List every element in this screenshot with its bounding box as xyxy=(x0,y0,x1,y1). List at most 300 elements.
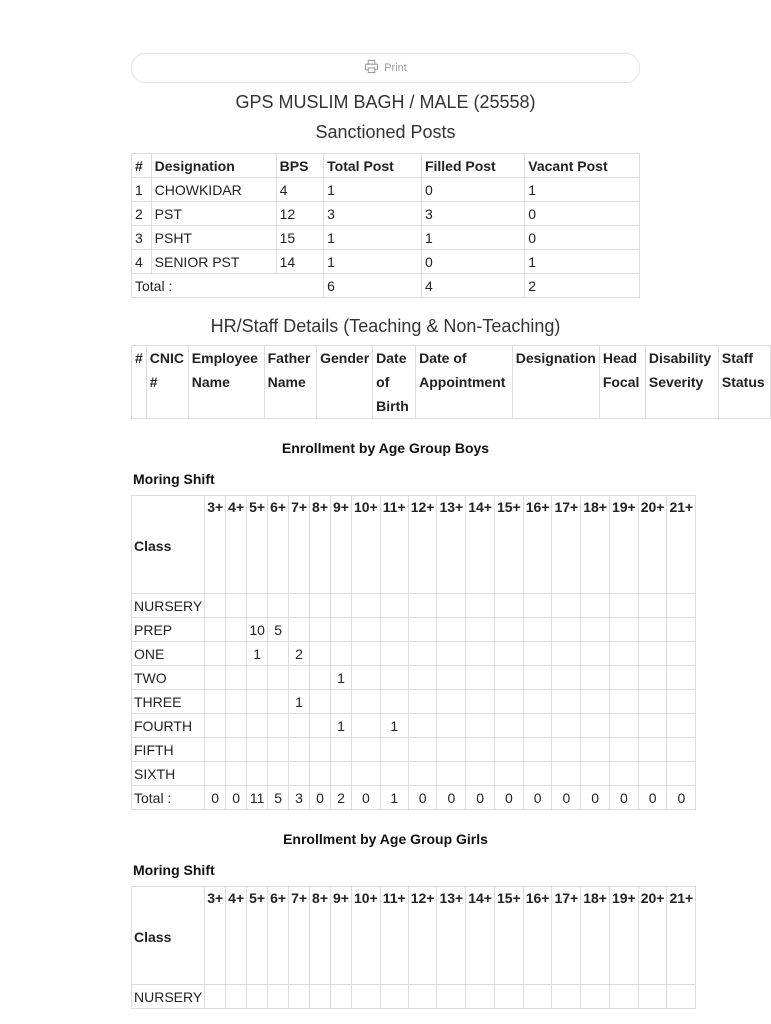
table-cell xyxy=(289,985,310,1009)
table-cell xyxy=(437,762,466,786)
table-cell xyxy=(380,738,408,762)
table-cell: 0 xyxy=(525,202,640,226)
sanctioned-posts-title: Sanctioned Posts xyxy=(315,122,456,142)
table-cell xyxy=(380,762,408,786)
table-cell xyxy=(466,642,495,666)
table-cell xyxy=(205,594,226,618)
table-row xyxy=(132,985,696,1009)
column-header: Designation xyxy=(151,154,276,178)
girls-enrollment-table xyxy=(131,886,696,1009)
table-header-row xyxy=(132,154,640,178)
table-cell: 1 xyxy=(324,250,422,274)
column-header: Filled Post xyxy=(421,154,524,178)
table-cell xyxy=(552,642,581,666)
table-cell xyxy=(523,618,552,642)
table-cell xyxy=(494,642,523,666)
age-header: 5+ xyxy=(247,887,268,985)
total-label: Total : xyxy=(132,274,324,298)
total-cell: 0 xyxy=(437,786,466,810)
table-cell xyxy=(609,985,638,1009)
table-cell xyxy=(552,690,581,714)
table-cell xyxy=(667,738,696,762)
class-header: Class xyxy=(132,887,205,985)
age-header: 19+ xyxy=(609,887,638,985)
table-cell xyxy=(380,618,408,642)
table-cell xyxy=(552,738,581,762)
class-name: THREE xyxy=(132,690,205,714)
age-header: 13+ xyxy=(437,496,466,594)
age-header: 18+ xyxy=(581,887,610,985)
age-header: 11+ xyxy=(380,496,408,594)
table-cell xyxy=(205,714,226,738)
table-cell xyxy=(268,690,289,714)
table-cell xyxy=(331,690,352,714)
table-row xyxy=(132,250,640,274)
column-header: Designation xyxy=(512,346,599,419)
total-cell: 0 xyxy=(552,786,581,810)
table-cell: 1 xyxy=(525,178,640,202)
age-header: 14+ xyxy=(466,496,495,594)
table-cell xyxy=(310,762,331,786)
table-cell xyxy=(310,985,331,1009)
table-cell xyxy=(581,762,610,786)
table-cell xyxy=(609,762,638,786)
total-cell: 0 xyxy=(494,786,523,810)
table-row xyxy=(132,178,640,202)
table-cell xyxy=(310,594,331,618)
print-label: Print xyxy=(384,62,407,74)
table-cell: 1 xyxy=(289,690,310,714)
table-row xyxy=(132,202,640,226)
age-header: 16+ xyxy=(523,887,552,985)
table-cell xyxy=(331,738,352,762)
table-row xyxy=(132,642,696,666)
age-header: 11+ xyxy=(380,887,408,985)
column-header: Gender xyxy=(317,346,373,419)
table-cell xyxy=(408,738,437,762)
total-cell: 2 xyxy=(331,786,352,810)
age-header: 7+ xyxy=(289,887,310,985)
table-cell xyxy=(351,594,380,618)
age-header: 21+ xyxy=(667,496,696,594)
age-header: 7+ xyxy=(289,496,310,594)
age-header: 9+ xyxy=(331,496,352,594)
table-cell xyxy=(552,714,581,738)
printer-icon xyxy=(364,59,379,77)
table-cell xyxy=(289,618,310,642)
table-cell xyxy=(205,762,226,786)
total-row xyxy=(132,786,696,810)
table-cell xyxy=(205,642,226,666)
table-cell xyxy=(408,714,437,738)
table-cell: 1 xyxy=(324,226,422,250)
total-cell: 4 xyxy=(421,274,524,298)
table-cell xyxy=(408,985,437,1009)
table-cell: PST xyxy=(151,202,276,226)
table-cell xyxy=(351,666,380,690)
class-name: NURSERY xyxy=(132,985,205,1009)
table-cell: 2 xyxy=(289,642,310,666)
table-cell xyxy=(466,666,495,690)
table-cell xyxy=(268,738,289,762)
table-cell: 1 xyxy=(324,178,422,202)
table-cell xyxy=(667,985,696,1009)
table-cell xyxy=(466,738,495,762)
table-cell xyxy=(609,690,638,714)
sanctioned-posts-table xyxy=(131,153,640,298)
girls-table-container[interactable] xyxy=(131,886,732,1005)
table-cell xyxy=(247,666,268,690)
table-row xyxy=(132,666,696,690)
total-cell: 0 xyxy=(609,786,638,810)
table-cell: 1 xyxy=(380,714,408,738)
age-header: 20+ xyxy=(638,496,667,594)
total-cell: 0 xyxy=(408,786,437,810)
table-cell xyxy=(351,762,380,786)
class-name: PREP xyxy=(132,618,205,642)
age-header: 3+ xyxy=(205,496,226,594)
table-cell xyxy=(226,714,247,738)
table-cell xyxy=(351,985,380,1009)
age-header: 5+ xyxy=(247,496,268,594)
class-name: FOURTH xyxy=(132,714,205,738)
table-cell xyxy=(581,594,610,618)
table-cell xyxy=(310,714,331,738)
table-cell: 1 xyxy=(421,226,524,250)
boys-enrollment-table xyxy=(131,495,696,810)
table-cell xyxy=(247,985,268,1009)
table-cell xyxy=(638,666,667,690)
table-cell xyxy=(494,762,523,786)
table-cell xyxy=(380,594,408,618)
table-cell xyxy=(289,738,310,762)
table-cell xyxy=(466,985,495,1009)
table-cell xyxy=(437,985,466,1009)
table-cell xyxy=(523,714,552,738)
table-cell xyxy=(289,666,310,690)
age-header: 8+ xyxy=(310,887,331,985)
table-cell xyxy=(226,666,247,690)
staff-details-table xyxy=(131,345,771,419)
table-cell xyxy=(268,642,289,666)
table-cell: 1 xyxy=(132,178,152,202)
table-cell xyxy=(247,594,268,618)
table-cell xyxy=(437,594,466,618)
class-name: NURSERY xyxy=(132,594,205,618)
table-cell xyxy=(351,642,380,666)
table-cell: 4 xyxy=(276,178,324,202)
table-cell xyxy=(667,618,696,642)
table-cell xyxy=(494,738,523,762)
table-cell xyxy=(609,642,638,666)
table-cell: 12 xyxy=(276,202,324,226)
column-header: Head Focal xyxy=(599,346,645,419)
table-cell xyxy=(351,690,380,714)
table-cell: 3 xyxy=(421,202,524,226)
table-cell xyxy=(226,690,247,714)
table-cell xyxy=(638,985,667,1009)
age-header: 20+ xyxy=(638,887,667,985)
table-cell: 5 xyxy=(268,618,289,642)
total-cell: 2 xyxy=(525,274,640,298)
column-header: BPS xyxy=(276,154,324,178)
table-cell: 0 xyxy=(525,226,640,250)
table-cell xyxy=(226,985,247,1009)
age-header: 19+ xyxy=(609,496,638,594)
age-header: 12+ xyxy=(408,496,437,594)
table-cell xyxy=(310,618,331,642)
age-header: 8+ xyxy=(310,496,331,594)
table-cell xyxy=(638,762,667,786)
table-cell xyxy=(437,666,466,690)
column-header: # xyxy=(132,154,152,178)
table-cell: 4 xyxy=(132,250,152,274)
table-cell: PSHT xyxy=(151,226,276,250)
total-row xyxy=(132,274,640,298)
table-cell xyxy=(408,690,437,714)
table-cell xyxy=(268,714,289,738)
table-cell xyxy=(247,690,268,714)
boys-table-container[interactable] xyxy=(131,495,732,809)
table-cell xyxy=(609,666,638,690)
table-cell xyxy=(609,738,638,762)
age-header: 18+ xyxy=(581,496,610,594)
table-cell xyxy=(609,594,638,618)
boys-shift-label: Moring Shift xyxy=(133,471,215,487)
table-cell: 3 xyxy=(132,226,152,250)
table-cell xyxy=(331,985,352,1009)
table-cell xyxy=(226,642,247,666)
age-header: 9+ xyxy=(331,887,352,985)
table-cell xyxy=(289,714,310,738)
table-cell xyxy=(667,762,696,786)
table-cell xyxy=(380,690,408,714)
table-cell xyxy=(667,666,696,690)
table-cell xyxy=(466,594,495,618)
table-cell xyxy=(268,762,289,786)
age-header: 15+ xyxy=(494,887,523,985)
table-cell xyxy=(331,642,352,666)
page-title: GPS MUSLIM BAGH / MALE (25558) xyxy=(235,92,536,112)
total-cell: 3 xyxy=(289,786,310,810)
total-cell: 0 xyxy=(523,786,552,810)
total-cell: 11 xyxy=(247,786,268,810)
table-cell xyxy=(466,714,495,738)
total-cell: 0 xyxy=(310,786,331,810)
age-header: 6+ xyxy=(268,496,289,594)
table-cell xyxy=(408,762,437,786)
table-cell xyxy=(581,642,610,666)
table-cell xyxy=(226,618,247,642)
table-cell xyxy=(437,714,466,738)
table-cell xyxy=(310,690,331,714)
table-cell xyxy=(609,618,638,642)
table-cell xyxy=(494,666,523,690)
total-cell: 0 xyxy=(638,786,667,810)
age-header: 4+ xyxy=(226,887,247,985)
table-row xyxy=(132,714,696,738)
table-cell xyxy=(581,714,610,738)
table-cell xyxy=(247,738,268,762)
age-header: 12+ xyxy=(408,887,437,985)
table-cell: 3 xyxy=(324,202,422,226)
age-header: 10+ xyxy=(351,496,380,594)
table-cell xyxy=(437,618,466,642)
table-cell xyxy=(310,738,331,762)
staff-details-title: HR/Staff Details (Teaching & Non-Teaching) xyxy=(210,316,561,336)
total-cell: 0 xyxy=(581,786,610,810)
table-cell xyxy=(408,594,437,618)
table-cell xyxy=(331,618,352,642)
girls-enrollment-title: Enrollment by Age Group Girls xyxy=(283,831,488,847)
table-cell xyxy=(205,618,226,642)
table-cell xyxy=(205,690,226,714)
table-cell xyxy=(523,642,552,666)
table-cell xyxy=(494,618,523,642)
table-cell xyxy=(638,714,667,738)
table-cell: 2 xyxy=(132,202,152,226)
table-cell xyxy=(667,690,696,714)
table-cell: 1 xyxy=(247,642,268,666)
table-cell xyxy=(638,618,667,642)
table-cell xyxy=(351,618,380,642)
column-header: Father Name xyxy=(264,346,317,419)
table-cell xyxy=(523,690,552,714)
total-cell: 0 xyxy=(226,786,247,810)
column-header: # xyxy=(132,346,147,419)
table-cell xyxy=(437,642,466,666)
table-cell: 1 xyxy=(331,714,352,738)
table-cell xyxy=(408,666,437,690)
table-cell xyxy=(331,594,352,618)
table-cell: 1 xyxy=(525,250,640,274)
table-cell xyxy=(310,666,331,690)
total-cell: 0 xyxy=(466,786,495,810)
table-cell xyxy=(667,594,696,618)
table-cell xyxy=(523,666,552,690)
table-cell xyxy=(523,738,552,762)
age-header: 14+ xyxy=(466,887,495,985)
class-name: SIXTH xyxy=(132,762,205,786)
table-cell xyxy=(226,594,247,618)
table-row xyxy=(132,618,696,642)
table-cell xyxy=(289,762,310,786)
table-cell xyxy=(380,642,408,666)
table-row xyxy=(132,690,696,714)
table-cell xyxy=(437,738,466,762)
table-cell xyxy=(494,690,523,714)
table-row xyxy=(132,762,696,786)
table-cell xyxy=(331,762,352,786)
table-cell xyxy=(466,618,495,642)
table-cell xyxy=(268,594,289,618)
table-cell xyxy=(552,762,581,786)
class-name: ONE xyxy=(132,642,205,666)
age-header: 10+ xyxy=(351,887,380,985)
age-header: 16+ xyxy=(523,496,552,594)
table-cell xyxy=(523,762,552,786)
table-row xyxy=(132,594,696,618)
table-cell: 14 xyxy=(276,250,324,274)
total-cell: 1 xyxy=(380,786,408,810)
table-cell xyxy=(351,714,380,738)
table-cell xyxy=(380,666,408,690)
age-header: 17+ xyxy=(552,887,581,985)
table-cell xyxy=(437,690,466,714)
staff-table-container[interactable] xyxy=(131,345,765,418)
table-cell xyxy=(466,762,495,786)
table-cell xyxy=(268,985,289,1009)
table-cell xyxy=(552,594,581,618)
column-header: Disability Severity xyxy=(645,346,718,419)
table-cell xyxy=(268,666,289,690)
total-cell: 0 xyxy=(667,786,696,810)
table-header-row xyxy=(132,887,696,985)
table-cell xyxy=(408,618,437,642)
table-cell xyxy=(581,738,610,762)
table-cell: 1 xyxy=(331,666,352,690)
total-cell: 0 xyxy=(351,786,380,810)
table-cell xyxy=(226,738,247,762)
column-header: Staff Status xyxy=(718,346,770,419)
table-cell xyxy=(247,714,268,738)
age-header: 6+ xyxy=(268,887,289,985)
table-cell xyxy=(466,690,495,714)
class-name: FIFTH xyxy=(132,738,205,762)
table-cell xyxy=(494,714,523,738)
age-header: 21+ xyxy=(667,887,696,985)
table-cell xyxy=(226,762,247,786)
table-cell: 10 xyxy=(247,618,268,642)
boys-enrollment-title: Enrollment by Age Group Boys xyxy=(281,440,490,456)
print-button[interactable] xyxy=(131,53,640,83)
table-cell xyxy=(667,714,696,738)
total-cell: 0 xyxy=(205,786,226,810)
table-cell xyxy=(581,985,610,1009)
table-cell xyxy=(667,642,696,666)
table-cell xyxy=(638,642,667,666)
table-header-row xyxy=(132,496,696,594)
table-cell xyxy=(408,642,437,666)
column-header: Date of Birth xyxy=(373,346,416,419)
age-header: 3+ xyxy=(205,887,226,985)
table-cell: 15 xyxy=(276,226,324,250)
table-cell xyxy=(581,666,610,690)
total-cell: 5 xyxy=(268,786,289,810)
column-header: Employee Name xyxy=(188,346,264,419)
column-header: Total Post xyxy=(324,154,422,178)
table-cell xyxy=(638,738,667,762)
age-header: 4+ xyxy=(226,496,247,594)
table-cell xyxy=(289,594,310,618)
class-name: TWO xyxy=(132,666,205,690)
table-cell xyxy=(205,985,226,1009)
age-header: 17+ xyxy=(552,496,581,594)
table-cell xyxy=(494,594,523,618)
class-header: Class xyxy=(132,496,205,594)
girls-shift-label: Moring Shift xyxy=(133,862,215,878)
age-header: 15+ xyxy=(494,496,523,594)
table-cell xyxy=(609,714,638,738)
table-cell xyxy=(310,642,331,666)
total-label: Total : xyxy=(132,786,205,810)
table-cell: CHOWKIDAR xyxy=(151,178,276,202)
table-cell: 0 xyxy=(421,250,524,274)
table-cell xyxy=(638,690,667,714)
table-cell: SENIOR PST xyxy=(151,250,276,274)
table-cell xyxy=(205,666,226,690)
table-header-row xyxy=(132,346,771,419)
